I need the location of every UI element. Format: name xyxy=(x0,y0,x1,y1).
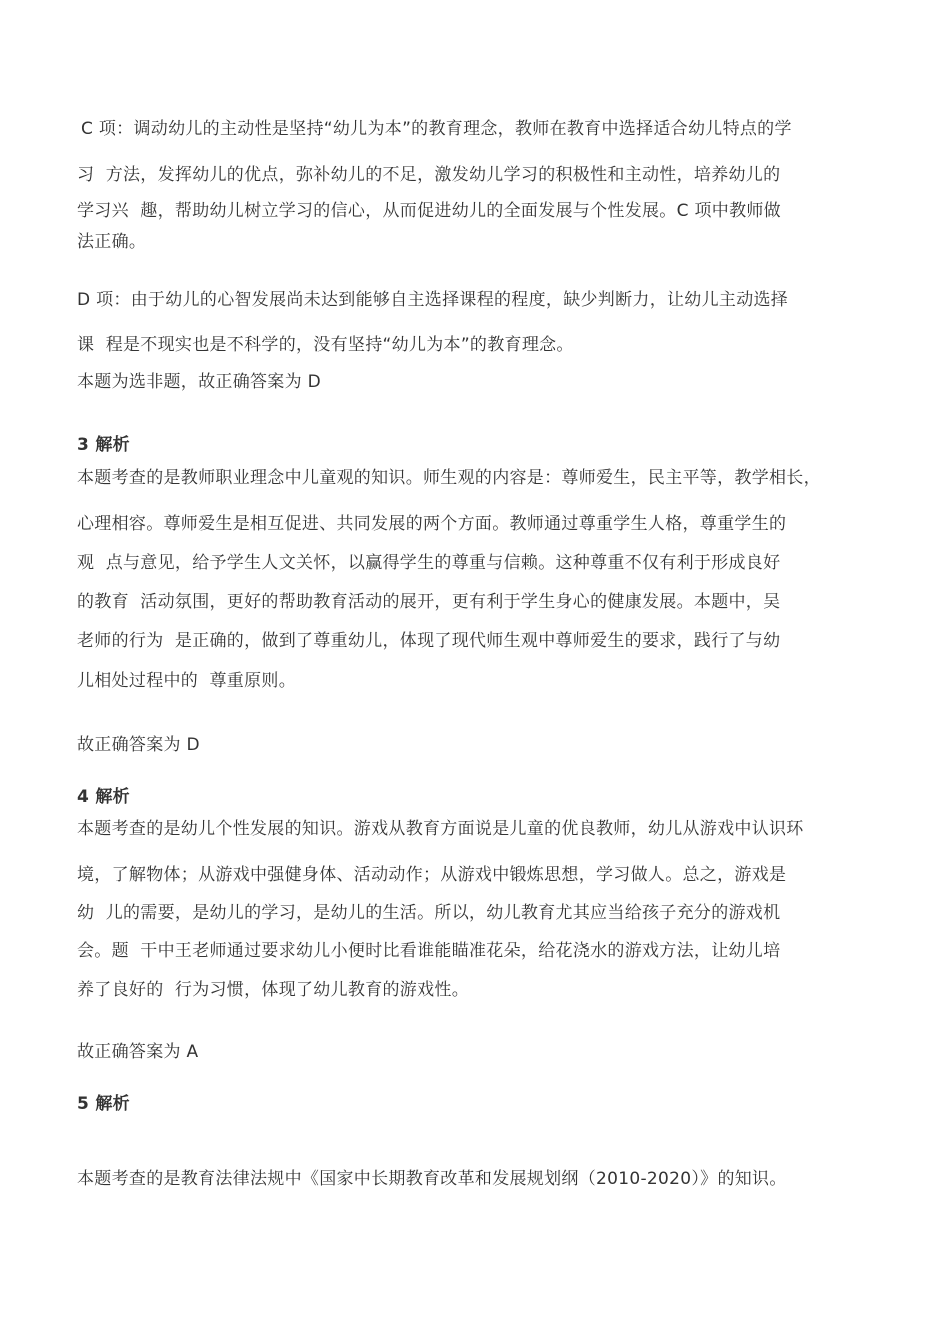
section-d-line-1: D 项：由于幼儿的心智发展尚未达到能够自主选择课程的程度，缺少判断力，让幼儿主动选择 xyxy=(77,290,789,310)
question-3-line-1: 本题考查的是教师职业理念中儿童观的知识。师生观的内容是：尊师爱生，民主平等，教学相长， xyxy=(77,468,821,488)
question-4-answer: 故正确答案为 A xyxy=(77,1042,199,1062)
section-d-line-2: 课 程是不现实也是不科学的，没有坚持“幼儿为本”的教育理念。 xyxy=(77,335,574,355)
question-4-line-2: 境，了解物体；从游戏中强健身体、活动动作；从游戏中锻炼思想，学习做人。总之，游戏是 xyxy=(77,865,787,885)
question-5-line-1: 本题考查的是教育法律法规中《国家中长期教育改革和发展规划纲（2010-2020）》的知识。 xyxy=(77,1169,787,1189)
question-4-line-3: 幼 儿的需要，是幼儿的学习，是幼儿的生活。所以，幼儿教育尤其应当给孩子充分的游戏机 xyxy=(77,903,781,923)
section-c-line-3: 学习兴 趣，帮助幼儿树立学习的信心，从而促进幼儿的全面发展与个性发展。C 项中教师做 xyxy=(77,201,781,221)
question-4-line-5: 养了良好的 行为习惯，体现了幼儿教育的游戏性。 xyxy=(77,980,470,1000)
section-c-line-2: 习 方法，发挥幼儿的优点，弥补幼儿的不足，激发幼儿学习的积极性和主动性，培养幼儿的 xyxy=(77,165,781,185)
question-4-line-4: 会。题 干中王老师通过要求幼儿小便时比看谁能瞄准花朵，给花浇水的游戏方法，让幼儿培 xyxy=(77,941,781,961)
question-3-line-6: 儿相处过程中的 尊重原则。 xyxy=(77,671,297,691)
question-3-heading: 3 解析 xyxy=(77,435,130,455)
question-3-line-2: 心理相容。尊师爱生是相互促进、共同发展的两个方面。教师通过尊重学生人格，尊重学生的 xyxy=(77,514,787,534)
section-c-line-4: 法正确。 xyxy=(77,232,147,252)
question-3-line-5: 老师的行为 是正确的，做到了尊重幼儿，体现了现代师生观中尊师爱生的要求，践行了与幼 xyxy=(77,631,781,651)
question-4-line-1: 本题考查的是幼儿个性发展的知识。游戏从教育方面说是儿童的优良教师，幼儿从游戏中认识环 xyxy=(77,819,804,839)
question-3-line-4: 的教育 活动氛围，更好的帮助教育活动的展开，更有利于学生身心的健康发展。本题中，吴 xyxy=(77,592,781,612)
question-4-heading: 4 解析 xyxy=(77,787,130,807)
section-d-answer: 本题为选非题，故正确答案为 D xyxy=(77,372,321,392)
question-5-heading: 5 解析 xyxy=(77,1094,130,1114)
question-3-answer: 故正确答案为 D xyxy=(77,735,200,755)
question-3-line-3: 观 点与意见，给予学生人文关怀，以赢得学生的尊重与信赖。这种尊重不仅有利于形成良好 xyxy=(77,553,781,573)
section-c-line-1: C 项：调动幼儿的主动性是坚持“幼儿为本”的教育理念，教师在教育中选择适合幼儿特点的学 xyxy=(81,119,792,139)
